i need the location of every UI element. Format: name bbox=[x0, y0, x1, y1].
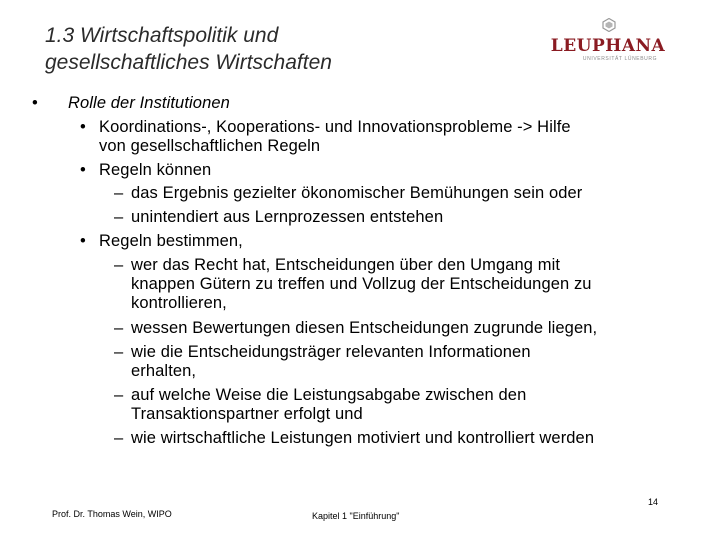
footer-author: Prof. Dr. Thomas Wein, WIPO bbox=[52, 509, 172, 519]
body-line: wie die Entscheidungsträger relevanten Informationen bbox=[131, 343, 531, 361]
bullet-l3: – bbox=[114, 343, 124, 361]
body-line: Regeln bestimmen, bbox=[99, 232, 243, 250]
body-line: erhalten, bbox=[131, 362, 197, 380]
page-number: 14 bbox=[648, 497, 659, 507]
bullet-l2: • bbox=[80, 232, 86, 250]
bullet-l3: – bbox=[114, 429, 124, 447]
university-logo bbox=[548, 18, 668, 66]
logo-wordmark: LEUPHANA bbox=[550, 36, 666, 56]
body-line: unintendiert aus Lernprozessen entstehen bbox=[131, 208, 444, 226]
body-line: Regeln können bbox=[99, 161, 212, 179]
footer-chapter: Kapitel 1 "Einführung" bbox=[312, 511, 400, 521]
bullet-l2: • bbox=[80, 118, 86, 136]
bullet-l3: – bbox=[114, 256, 124, 274]
bullet-l3: – bbox=[114, 386, 124, 404]
body-line: wer das Recht hat, Entscheidungen über den Umgang mit bbox=[131, 256, 561, 274]
body-line: das Ergebnis gezielter ökonomischer Bemühungen sein oder bbox=[131, 184, 583, 202]
body-line: Transaktionspartner erfolgt und bbox=[131, 405, 363, 423]
body-line: Rolle der Institutionen bbox=[68, 94, 230, 112]
body-line: kontrollieren, bbox=[131, 294, 227, 312]
bullet-l3: – bbox=[114, 184, 124, 202]
slide-title bbox=[45, 22, 505, 76]
slide-title-line-1: 1.3 Wirtschaftspolitik und bbox=[45, 24, 279, 47]
body-line: wie wirtschaftliche Leistungen motiviert und kontrolliert werden bbox=[131, 429, 595, 447]
logo-subtext: UNIVERSITÄT LÜNEBURG bbox=[582, 56, 658, 62]
body-line: Koordinations-, Kooperations- und Innovationsprobleme -> Hilfe bbox=[99, 118, 571, 136]
bullet-l3: – bbox=[114, 208, 124, 226]
body-line: von gesellschaftlichen Regeln bbox=[99, 137, 321, 155]
bullet-l2: • bbox=[80, 161, 86, 179]
bullet-l3: – bbox=[114, 319, 124, 337]
slide-title-line-2: gesellschaftliches Wirtschaften bbox=[45, 51, 332, 74]
body-line: wessen Bewertungen diesen Entscheidungen zugrunde liegen, bbox=[131, 319, 598, 337]
bullet-l1: • bbox=[32, 94, 38, 112]
body-line: auf welche Weise die Leistungsabgabe zwischen den bbox=[131, 386, 527, 404]
body-line: knappen Gütern zu treffen und Vollzug der Entscheidungen zu bbox=[131, 275, 592, 293]
hexagon-logo-icon bbox=[602, 18, 616, 32]
